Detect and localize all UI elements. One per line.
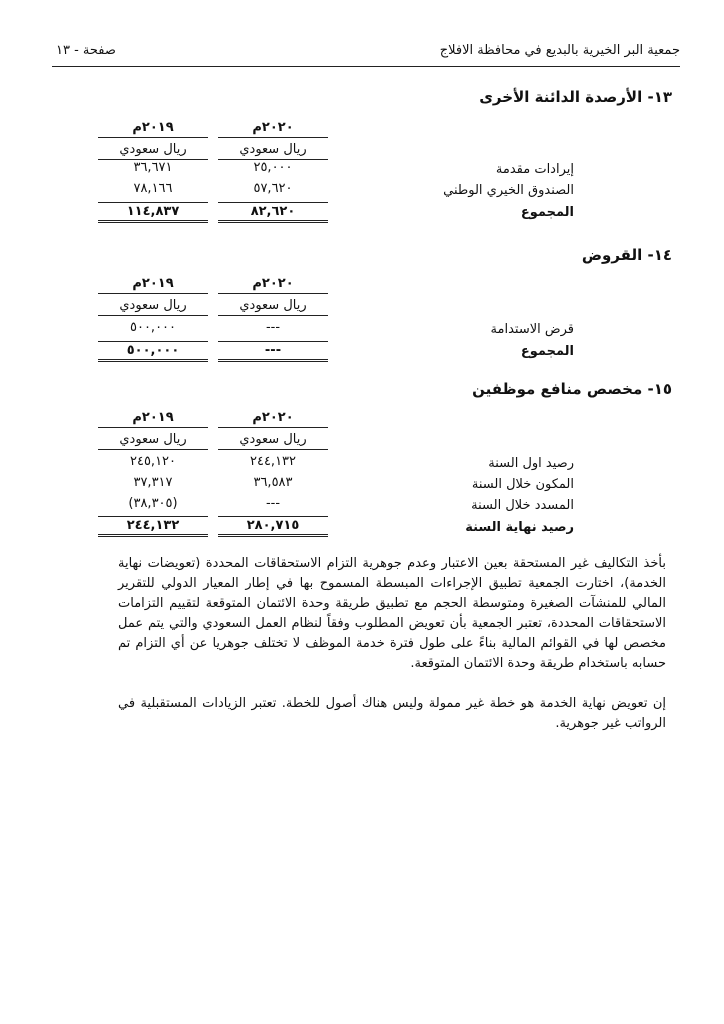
s13-row-label: إيرادات مقدمة [495,162,574,177]
s15-paragraph-2: إن تعويض نهاية الخدمة هو خطة غير ممولة وليس هناك أصول للخطة. تعتبر الزيادات المستقبلية في الرواتب غير جوهرية. [118,696,666,731]
s15-year-2019: ٢٠١٩م [98,410,208,428]
s13-row-value-2020: ٢٥,٠٠٠ [253,160,293,175]
s13-row-value-2019: ٧٨,١٦٦ [133,181,173,196]
s15-row-label: المسدد خلال السنة [471,498,574,513]
section-14-title: ١٤- القروض [581,246,672,264]
s13-currency-2020: ريال سعودي [218,142,328,160]
page-header [52,40,680,67]
page-number: صفحة - ١٣ [56,43,116,58]
s13-total-label: المجموع [520,205,574,220]
s15-row-label: رصيد اول السنة [488,456,574,471]
s13-year-2020: ٢٠٢٠م [218,120,328,138]
s14-total-2019: ٥٠٠,٠٠٠ [98,341,208,362]
organization-name: جمعية البر الخيرية بالبديع في محافظة الافلاج [439,43,680,58]
section-15-title: ١٥- مخصص منافع موظفين [472,380,672,398]
s14-total-label: المجموع [520,344,574,359]
s14-currency-2020: ريال سعودي [218,298,328,316]
s13-currency-2019: ريال سعودي [98,142,208,160]
s15-row-label: المكون خلال السنة [471,477,574,492]
s15-year-2020: ٢٠٢٠م [218,410,328,428]
s14-total-2020: --- [218,341,328,362]
s14-row-value-2019: ٥٠٠,٠٠٠ [129,320,177,335]
s13-row-label: الصندوق الخيري الوطني [443,183,574,198]
s15-row-value-2020: --- [265,496,281,511]
s15-total-2019: ٢٤٤,١٣٢ [98,516,208,537]
s15-paragraph-1: بأخذ التكاليف غير المستحقة بعين الاعتبار وعدم جوهرية التزام الاستحقاقات المحددة (تعويضات نهاية الخدمة)، اختارت الجمعية تطبيق الإجراءات المبسطة المسموح بها في إطار المعيار الدولي للتقرير المالي للمنشآت الصغيرة ومتوسطة الحجم مع تطبيق طريقة وحدة الائتمان المتوقعة لتقييم التزامات الاستحقاقات المحددة، تعتبر الجمعية بأن تعويض المطلوب وفقاً لنظام العمل السعودي والتي يتم عمل مخصص لها في القوائم المالية بناءً على طول فترة خدمة الموظف لا تختلف جوهريا عن أي التزام تم حسابه باستخدام طريقة وحدة الائتمان المتوقعة. [118,556,666,671]
s13-total-2019: ١١٤,٨٣٧ [98,202,208,223]
s13-year-2019: ٢٠١٩م [98,120,208,138]
s15-row-value-2019: (٣٨,٣٠٥) [128,496,178,511]
section-13-title: ١٣- الأرصدة الدائنة الأخرى [479,88,672,106]
s14-row-value-2020: --- [265,320,281,335]
s15-row-value-2019: ٣٧,٣١٧ [133,475,173,490]
s15-total-label: رصيد نهاية السنة [465,520,574,535]
s14-row-label: قرض الاستدامة [490,322,574,337]
s13-total-2020: ٨٢,٦٢٠ [218,202,328,223]
s15-currency-2019: ريال سعودي [98,432,208,450]
s15-row-value-2019: ٢٤٥,١٢٠ [129,454,177,469]
s13-row-value-2019: ٣٦,٦٧١ [133,160,173,175]
s14-currency-2019: ريال سعودي [98,298,208,316]
s15-row-value-2020: ٣٦,٥٨٣ [253,475,293,490]
s15-row-value-2020: ٢٤٤,١٣٢ [249,454,297,469]
s15-currency-2020: ريال سعودي [218,432,328,450]
s14-year-2020: ٢٠٢٠م [218,276,328,294]
s15-total-2020: ٢٨٠,٧١٥ [218,516,328,537]
s13-row-value-2020: ٥٧,٦٢٠ [253,181,293,196]
s14-year-2019: ٢٠١٩م [98,276,208,294]
